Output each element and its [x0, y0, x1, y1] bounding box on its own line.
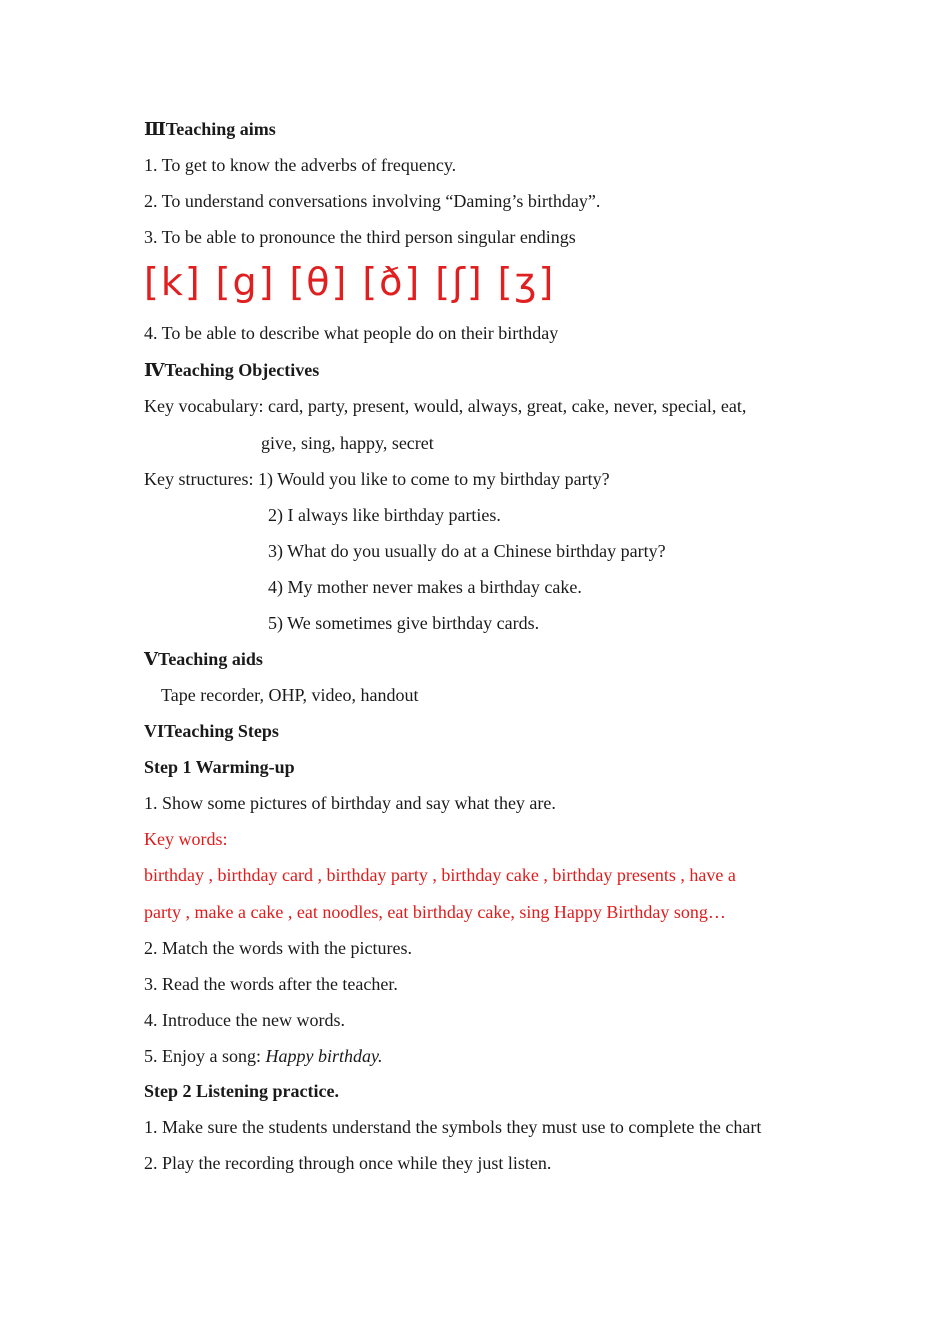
step-2-heading: Step 2 Listening practice.	[144, 1081, 339, 1101]
section-heading-teaching-aims: ⅢTeaching aims	[144, 119, 276, 139]
step-1-item-1: 1. Show some pictures of birthday and say what they are.	[144, 793, 556, 813]
ipa-symbols-row	[144, 258, 565, 306]
key-vocabulary-line-1: Key vocabulary: card, party, present, would, always, great, cake, never, special, eat,	[144, 396, 747, 416]
step-1-item-5	[144, 1044, 383, 1068]
ipa-symbol-theta: [θ]	[289, 260, 349, 304]
aims-item-2: 2. To understand conversations involving “Daming’s birthday”.	[144, 191, 601, 211]
step-1-item-3: 3. Read the words after the teacher.	[144, 974, 398, 994]
ipa-symbol-k: [k]	[144, 260, 202, 304]
section-heading-teaching-objectives: ⅣTeaching Objectives	[144, 360, 320, 380]
key-structures-line-1: Key structures: 1) Would you like to come to my birthday party?	[144, 469, 610, 489]
step-1-item-4: 4. Introduce the new words.	[144, 1010, 345, 1030]
aims-item-1: 1. To get to know the adverbs of frequency.	[144, 155, 457, 175]
aims-item-3: 3. To be able to pronounce the third person singular endings	[144, 227, 576, 247]
step-1-item-2: 2. Match the words with the pictures.	[144, 938, 412, 958]
step-1-heading: Step 1 Warming-up	[144, 757, 295, 777]
ipa-symbol-g: [g]	[215, 260, 276, 304]
key-words-line-1: birthday , birthday card , birthday party , birthday cake , birthday presents , have a	[144, 865, 736, 885]
step-2-item-1: 1. Make sure the students understand the symbols they must use to complete the chart	[144, 1117, 762, 1137]
song-title: Happy birthday.	[265, 1046, 383, 1066]
key-structure-3: 3) What do you usually do at a Chinese birthday party?	[268, 541, 666, 561]
key-words-line-2: party , make a cake , eat noodles, eat birthday cake, sing Happy Birthday song…	[144, 902, 726, 922]
key-structure-5: 5) We sometimes give birthday cards.	[268, 613, 540, 633]
teaching-aids-list: Tape recorder, OHP, video, handout	[161, 685, 419, 705]
step-2-item-2: 2. Play the recording through once while they just listen.	[144, 1153, 552, 1173]
key-structure-2: 2) I always like birthday parties.	[268, 505, 501, 525]
key-structure-4: 4) My mother never makes a birthday cake.	[268, 577, 582, 597]
key-words-label: Key words:	[144, 829, 228, 849]
key-vocabulary-line-2: give, sing, happy, secret	[261, 433, 434, 453]
section-heading-teaching-steps: VITeaching Steps	[144, 721, 279, 741]
ipa-symbol-ezh: [ʒ]	[497, 260, 556, 304]
ipa-symbol-eth: [ð]	[362, 260, 422, 304]
song-prefix: 5. Enjoy a song:	[144, 1046, 266, 1066]
ipa-symbol-esh: [ʃ]	[435, 260, 484, 304]
section-heading-teaching-aids: ⅤTeaching aids	[144, 649, 263, 669]
aims-item-4: 4. To be able to describe what people do on their birthday	[144, 323, 559, 343]
